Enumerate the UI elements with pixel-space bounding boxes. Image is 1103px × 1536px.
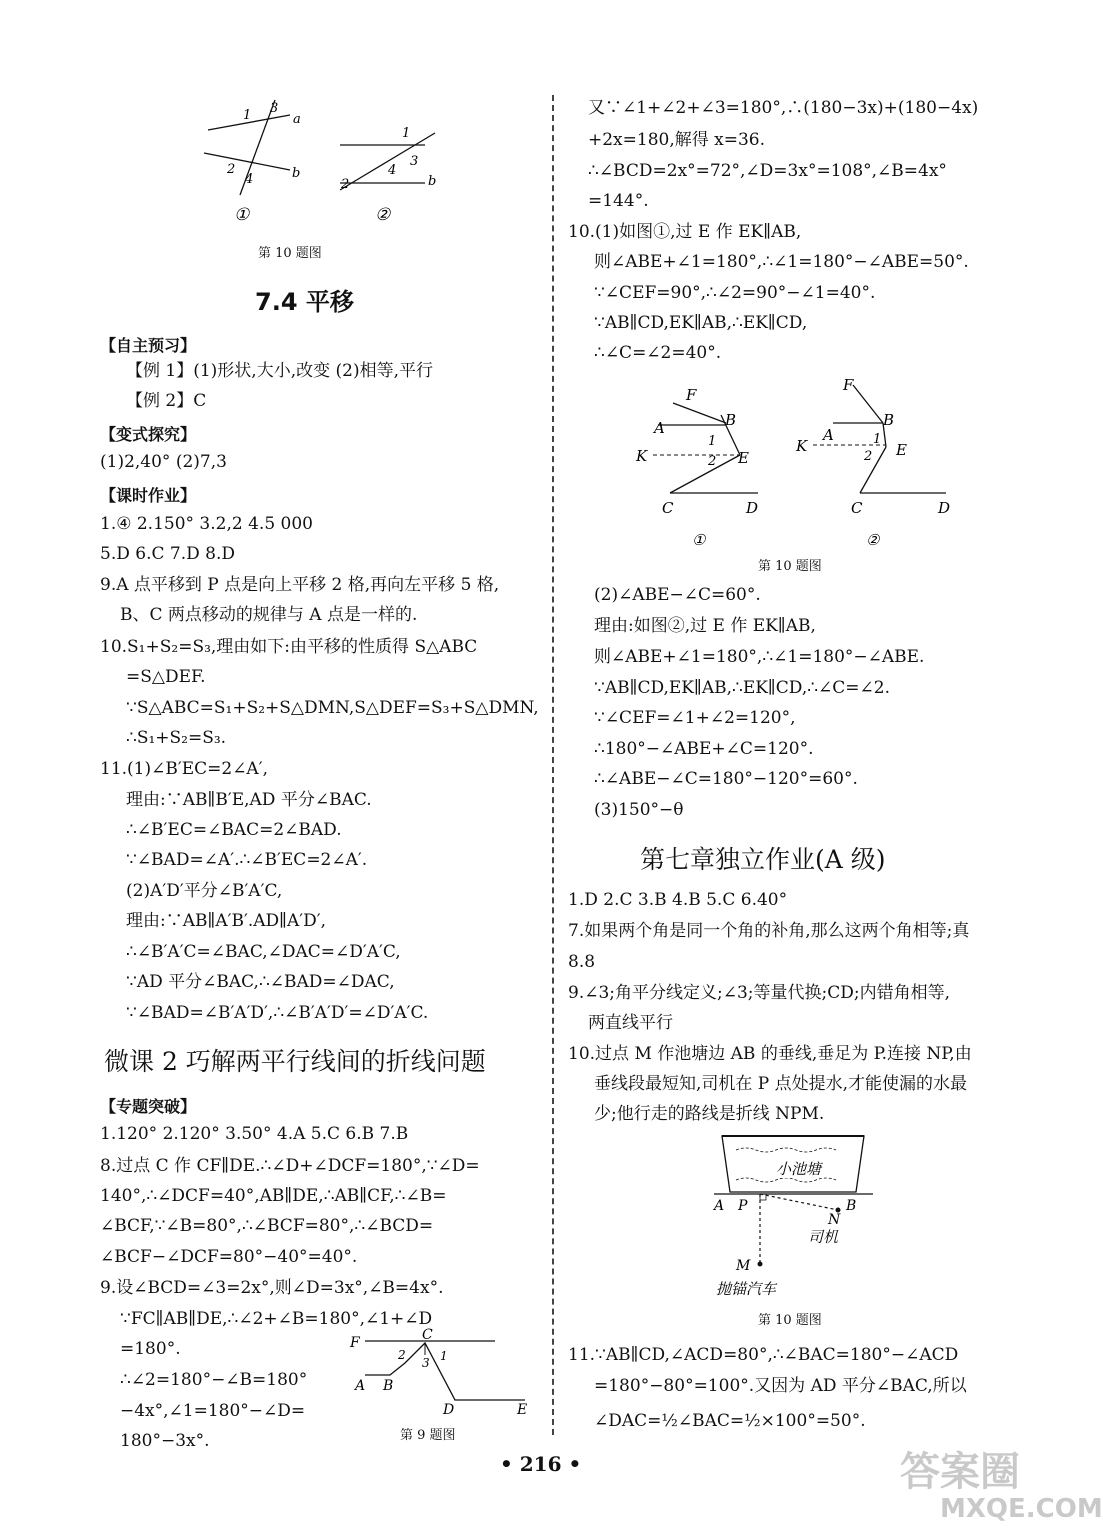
svg-text:K: K xyxy=(636,447,648,465)
answer-line: 10.(1)如图①,过 E 作 EK∥AB, xyxy=(568,222,802,242)
svg-text:b: b xyxy=(292,166,301,181)
example-2: 【例 2】C xyxy=(126,391,207,411)
svg-text:N: N xyxy=(828,1212,841,1228)
answer-line: 10.过点 M 作池塘边 AB 的垂线,垂足为 P.连接 NP,由 xyxy=(568,1044,972,1064)
answer-line: 则∠ABE+∠1=180°,∴∠1=180°−∠ABE=50°. xyxy=(594,252,969,272)
svg-text:C: C xyxy=(662,499,674,517)
tag-topic: 【专题突破】 xyxy=(100,1097,197,1116)
answer-line: 垂线段最短知,司机在 P 点处提水,才能使漏的水最 xyxy=(594,1074,968,1094)
answer-line: 7.如果两个角是同一个角的补角,那么这两个角相等;真 xyxy=(568,921,970,941)
answer-line: ∵AB∥CD,EK∥AB,∴EK∥CD,∴∠C=∠2. xyxy=(594,678,890,698)
answer-line: 5.D 6.C 7.D 8.D xyxy=(100,544,235,564)
svg-text:4: 4 xyxy=(245,172,254,187)
watermark-url: MXQE.COM xyxy=(940,1494,1103,1524)
svg-text:1: 1 xyxy=(402,126,411,141)
svg-text:a: a xyxy=(293,112,301,127)
fig-label-1: ① xyxy=(234,205,250,225)
tag-preview: 【自主预习】 xyxy=(100,336,197,355)
answer-line: 理由:如图②,过 E 作 EK∥AB, xyxy=(594,616,816,636)
svg-text:B: B xyxy=(883,411,895,429)
svg-text:3: 3 xyxy=(270,101,279,116)
section-title-chapter7: 第七章独立作业(A 级) xyxy=(640,845,886,874)
svg-text:4: 4 xyxy=(388,163,397,178)
svg-text:M: M xyxy=(736,1258,751,1274)
svg-text:2: 2 xyxy=(864,449,873,464)
answer-line: ∵AB∥CD,EK∥AB,∴EK∥CD, xyxy=(594,313,808,333)
answer-line: 两直线平行 xyxy=(588,1013,673,1033)
answer-line: ∵∠CEF=∠1+∠2=120°, xyxy=(594,708,796,728)
answer-line: ∴∠BCD=2x°=72°,∠D=3x°=108°,∠B=4x° xyxy=(588,161,947,181)
answer-line: ∴∠B′A′C=∠BAC,∠DAC=∠D′A′C, xyxy=(126,942,401,962)
answer-line: 180°−3x°. xyxy=(120,1431,210,1451)
svg-text:A: A xyxy=(654,419,665,437)
svg-text:F: F xyxy=(843,376,854,394)
car-label: 抛锚汽车 xyxy=(716,1280,777,1298)
answer-line: 1.120° 2.120° 3.50° 4.A 5.C 6.B 7.B xyxy=(100,1124,409,1144)
answer-line: 理由:∵AB∥A′B′.AD∥A′D′, xyxy=(126,911,327,931)
svg-text:C: C xyxy=(422,1327,433,1343)
svg-text:B: B xyxy=(383,1378,394,1394)
fig10-label-1: ① xyxy=(692,531,706,549)
answer-line: ∵∠CEF=90°,∴∠2=90°−∠1=40°. xyxy=(594,283,876,303)
svg-text:3: 3 xyxy=(422,1356,430,1370)
example-1: 【例 1】(1)形状,大小,改变 (2)相等,平行 xyxy=(126,361,433,381)
fig10-label-2: ② xyxy=(866,531,880,549)
svg-text:B: B xyxy=(846,1198,857,1214)
answer-line: B、C 两点移动的规律与 A 点是一样的. xyxy=(120,605,418,625)
svg-text:K: K xyxy=(796,437,808,455)
svg-text:A: A xyxy=(714,1198,725,1214)
variant-answer: (1)2,40° (2)7,3 xyxy=(100,452,227,472)
answer-line: ∠BCF,∵∠B=80°,∴∠BCF=80°,∴∠BCD= xyxy=(100,1216,434,1236)
answer-line: 少;他行走的路线是折线 NPM. xyxy=(594,1104,825,1124)
svg-text:1: 1 xyxy=(708,434,717,449)
tag-variant: 【变式探究】 xyxy=(100,425,197,444)
answer-line: 1.④ 2.150° 3.2,2 4.5 000 xyxy=(100,514,313,534)
svg-text:D: D xyxy=(746,499,759,517)
svg-text:1: 1 xyxy=(440,1349,448,1363)
answer-line: 140°,∴∠DCF=40°,AB∥DE,∴AB∥CF,∴∠B= xyxy=(100,1186,447,1206)
answer-line: −4x°,∠1=180°−∠D= xyxy=(120,1401,306,1421)
answer-line: ∴180°−∠ABE+∠C=120°. xyxy=(594,739,814,759)
svg-text:1: 1 xyxy=(873,432,882,447)
answer-line: 9.设∠BCD=∠3=2x°,则∠D=3x°,∠B=4x°. xyxy=(100,1278,444,1298)
answer-line: 又∵∠1+∠2+∠3=180°,∴(180−3x)+(180−4x) xyxy=(588,98,979,118)
page-number: • 216 • xyxy=(500,1452,582,1476)
svg-text:3: 3 xyxy=(410,154,419,169)
answer-line: (2)A′D′平分∠B′A′C, xyxy=(126,881,283,901)
svg-text:F: F xyxy=(686,386,697,404)
pond-figure xyxy=(708,1132,878,1302)
svg-text:A: A xyxy=(355,1378,366,1394)
answer-line: ∴∠2=180°−∠B=180° xyxy=(120,1370,308,1390)
svg-text:D: D xyxy=(938,499,951,517)
svg-text:2: 2 xyxy=(398,1348,406,1362)
answer-line: 理由:∵AB∥B′E,AD 平分∠BAC. xyxy=(126,790,372,810)
figure-10-right xyxy=(628,375,978,550)
answer-line: =180°. xyxy=(120,1339,181,1359)
figure-10b-caption: 第 10 题图 xyxy=(758,1313,822,1328)
answer-line: ∵FC∥AB∥DE,∴∠2+∠B=180°,∠1+∠D xyxy=(120,1309,433,1329)
answer-line: ∠DAC=½∠BAC=½×100°=50°. xyxy=(594,1411,866,1431)
svg-text:D: D xyxy=(443,1402,455,1418)
column-divider xyxy=(552,95,554,1435)
svg-text:B: B xyxy=(725,411,737,429)
svg-text:E: E xyxy=(896,441,907,459)
answer-line: ∴S₁+S₂=S₃. xyxy=(126,728,227,748)
answer-line: 9.∠3;角平分线定义;∠3;等量代换;CD;内错角相等, xyxy=(568,983,951,1003)
figure-10-caption: 第 10 题图 xyxy=(758,559,822,574)
svg-text:P: P xyxy=(738,1198,748,1214)
svg-text:2: 2 xyxy=(341,177,350,192)
figure-9 xyxy=(345,1325,540,1420)
figure-caption: 第 10 题图 xyxy=(258,246,322,261)
svg-text:2: 2 xyxy=(708,454,717,469)
answer-line: +2x=180,解得 x=36. xyxy=(588,130,766,150)
answer-line: 11.∵AB∥CD,∠ACD=80°,∴∠BAC=180°−∠ACD xyxy=(568,1345,959,1365)
section-title-7-4: 7.4 平移 xyxy=(255,288,354,316)
answer-line: 8.过点 C 作 CF∥DE.∴∠D+∠DCF=180°,∵∠D= xyxy=(100,1156,480,1176)
answer-line: ∵∠BAD=∠A′.∴∠B′EC=2∠A′. xyxy=(126,850,368,870)
answer-line: (3)150°−θ xyxy=(594,800,684,820)
svg-text:C: C xyxy=(851,499,863,517)
figure-10-top xyxy=(200,95,460,225)
answer-line: 1.D 2.C 3.B 4.B 5.C 6.40° xyxy=(568,890,788,910)
svg-text:F: F xyxy=(350,1335,360,1351)
figure-9-caption: 第 9 题图 xyxy=(400,1428,456,1443)
section-title-micro: 微课 2 巧解两平行线间的折线问题 xyxy=(104,1047,486,1076)
watermark-logo: 答案圈 xyxy=(900,1449,1020,1495)
answer-line: ∵S△ABC=S₁+S₂+S△DMN,S△DEF=S₃+S△DMN, xyxy=(126,698,539,718)
svg-text:2: 2 xyxy=(227,162,236,177)
answer-line: ∵AD 平分∠BAC,∴∠BAD=∠DAC, xyxy=(126,972,395,992)
svg-text:A: A xyxy=(823,426,834,444)
answer-line: 8.8 xyxy=(568,952,596,972)
answer-line: (2)∠ABE−∠C=60°. xyxy=(594,585,761,605)
driver-label: 司机 xyxy=(808,1228,839,1246)
tag-homework: 【课时作业】 xyxy=(100,486,197,505)
fig-label-2: ② xyxy=(375,205,391,225)
answer-line: =180°−80°=100°.又因为 AD 平分∠BAC,所以 xyxy=(594,1376,967,1396)
svg-text:E: E xyxy=(738,449,749,467)
answer-line: ∴∠ABE−∠C=180°−120°=60°. xyxy=(594,769,858,789)
answer-line: 9.A 点平移到 P 点是向上平移 2 格,再向左平移 5 格, xyxy=(100,575,500,595)
answer-line: ∴∠B′EC=∠BAC=2∠BAD. xyxy=(126,820,342,840)
pond-label: 小池塘 xyxy=(776,1160,822,1178)
svg-text:1: 1 xyxy=(243,108,252,123)
answer-line: 11.(1)∠B′EC=2∠A′, xyxy=(100,759,268,779)
answer-line: 10.S₁+S₂=S₃,理由如下:由平移的性质得 S△ABC xyxy=(100,637,478,657)
answer-line: ∵∠BAD=∠B′A′D′,∴∠B′A′D′=∠D′A′C. xyxy=(126,1003,429,1023)
answer-line: =144°. xyxy=(588,191,649,211)
svg-text:E: E xyxy=(517,1402,528,1418)
answer-line: ∠BCF−∠DCF=80°−40°=40°. xyxy=(100,1247,358,1267)
answer-line: 则∠ABE+∠1=180°,∴∠1=180°−∠ABE. xyxy=(594,647,925,667)
answer-line: =S△DEF. xyxy=(126,667,206,687)
svg-text:b: b xyxy=(428,174,437,189)
answer-line: ∴∠C=∠2=40°. xyxy=(594,343,722,363)
